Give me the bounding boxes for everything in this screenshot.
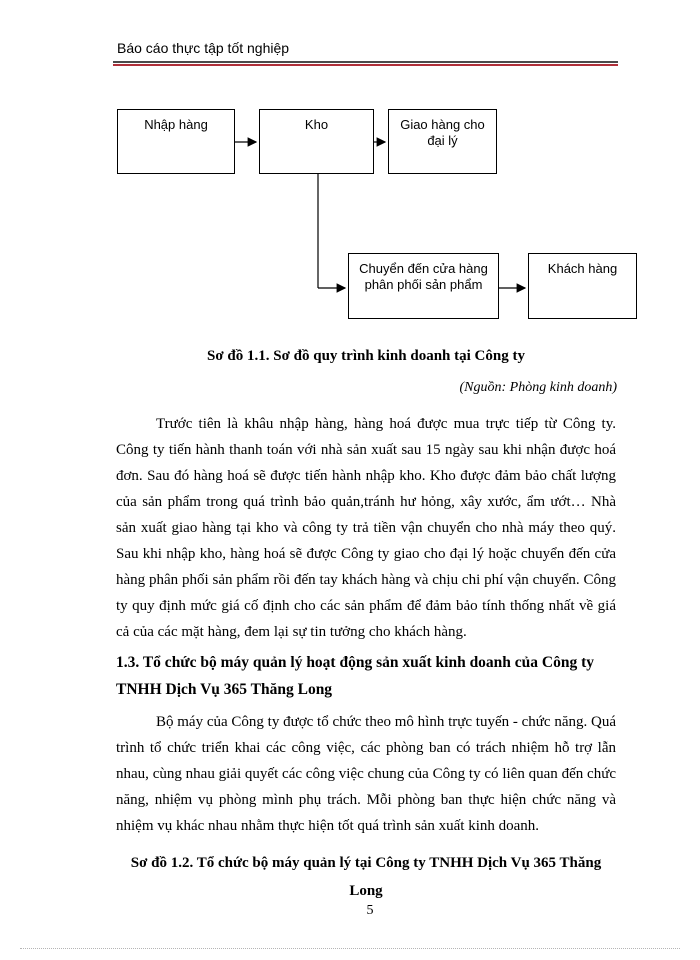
section-heading: 1.3. Tổ chức bộ máy quản lý hoạt động sản xuất kinh doanh của Công ty TNHH Dịch Vụ 365 Thăng Long [116, 654, 595, 698]
node-kho: Kho [259, 109, 374, 174]
paragraph-2-text: Bộ máy của Công ty được tổ chức theo mô hình trực tuyến - chức năng. Quá trình tổ chức triển khai các công việc, các phòng ban có trách nhiệm hỗ trợ lẫn nhau, cùng nhau giải quyết các công việc chung của Công ty có liên quan đến chức năng, nhiệm vụ phòng mình phụ trách. Mỗi phòng ban thực hiện chức năng và nhiệm vụ khác nhau nhằm thực hiện tốt quá trình sản xuất kinh doanh. [116, 714, 616, 834]
diagram-source: (Nguồn: Phòng kinh doanh) [459, 380, 617, 395]
paragraph-1 [116, 411, 616, 645]
footer-rule [20, 948, 680, 949]
paragraph-1-text: Trước tiên là khâu nhập hàng, hàng hoá được mua trực tiếp từ Công ty. Công ty tiến hành thanh toán với nhà sản xuất sau 15 ngày sau khi nhận được hoá đơn. Sau đó hàng hoá sẽ được tiến hành nhập kho. Kho được đảm bảo chất lượng của sản phẩm trong quá trình bảo quản,tránh hư hỏng, xây xước, ẩm ướt… Nhà sản xuất giao hàng tại kho và công ty trả tiền vận chuyển cho nhà máy theo quý. Sau khi nhập kho, hàng hoá sẽ được Công ty giao cho đại lý hoặc chuyển đến cửa hàng phân phối sản phẩm rồi đến tay khách hàng và chịu chi phí vận chuyển. Công ty quy định mức giá cố định cho các sản phẩm để đảm bảo tính thống nhất về giá cả của các mặt hàng, đem lại sự tin tưởng cho khách hàng. [116, 416, 616, 640]
paragraph-2 [116, 709, 616, 839]
node-chuyen-den: Chuyển đến cửa hàng phân phối sản phẩm [348, 253, 499, 319]
page-number: 5 [366, 903, 374, 918]
node-nhap-hang: Nhập hàng [117, 109, 235, 174]
diagram-caption: Sơ đồ 1.1. Sơ đồ quy trình kinh doanh tại Công ty [207, 348, 525, 364]
node-khach-hang: Khách hàng [528, 253, 637, 319]
header-title: Báo cáo thực tập tốt nghiệp [117, 40, 290, 56]
node-giao-hang: Giao hàng cho đại lý [388, 109, 497, 174]
diagram-2-caption: Sơ đồ 1.2. Tổ chức bộ máy quản lý tại Công ty TNHH Dịch Vụ 365 Thăng Long [130, 855, 602, 899]
